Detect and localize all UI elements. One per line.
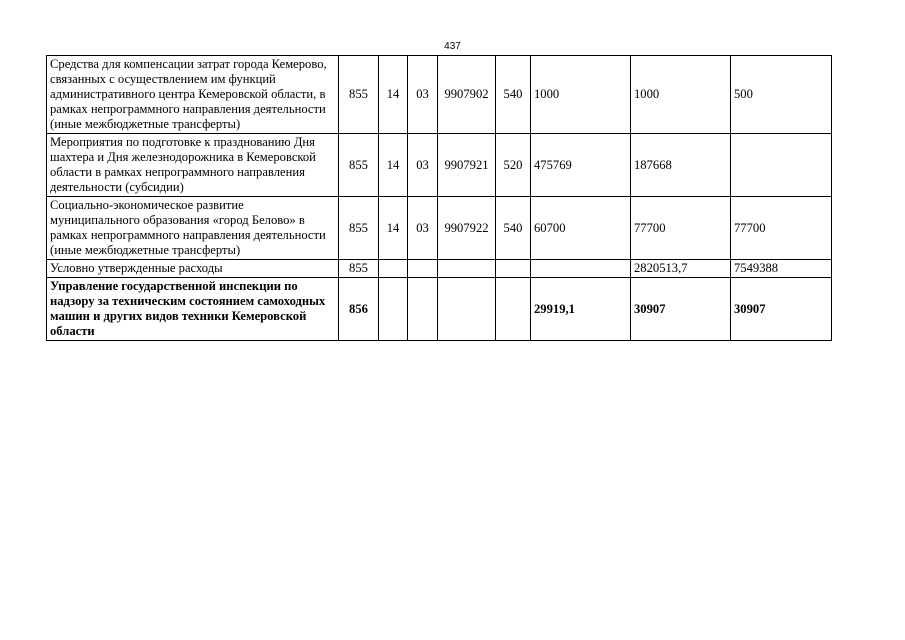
amount-year2-cell: 77700 — [631, 197, 731, 260]
table-row — [47, 197, 832, 260]
ved-code-cell: 855 — [339, 260, 379, 278]
amount-year2-cell: 2820513,7 — [631, 260, 731, 278]
section-code-cell: 14 — [379, 134, 408, 197]
section-code-cell: 14 — [379, 56, 408, 134]
subsection-code-cell: 03 — [408, 134, 438, 197]
amount-year1-cell: 29919,1 — [531, 278, 631, 341]
expense-type-cell: 540 — [496, 197, 531, 260]
description-cell: Средства для компенсации затрат города Кемерово, связанных с осуществлением им функций административного центра Кемеровской области, в рамках непрограммного направления деятельности (иные межбюджетные трансферты) — [47, 56, 339, 134]
target-article-cell: 9907922 — [438, 197, 496, 260]
amount-year2-cell: 187668 — [631, 134, 731, 197]
amount-year1-cell — [531, 260, 631, 278]
amount-year2-cell: 30907 — [631, 278, 731, 341]
amount-year3-cell — [731, 134, 832, 197]
ved-code-cell: 855 — [339, 197, 379, 260]
amount-year2-cell: 1000 — [631, 56, 731, 134]
target-article-cell — [438, 260, 496, 278]
amount-year3-cell: 77700 — [731, 197, 832, 260]
section-code-cell: 14 — [379, 197, 408, 260]
subsection-code-cell: 03 — [408, 197, 438, 260]
target-article-cell: 9907921 — [438, 134, 496, 197]
subsection-code-cell — [408, 278, 438, 341]
amount-year1-cell: 60700 — [531, 197, 631, 260]
expense-type-cell — [496, 278, 531, 341]
amount-year1-cell: 1000 — [531, 56, 631, 134]
description-cell: Социально-экономическое развитие муниципального образования «город Белово» в рамках непрограммного направления деятельности (иные межбюджетные трансферты) — [47, 197, 339, 260]
target-article-cell — [438, 278, 496, 341]
table-row — [47, 278, 832, 341]
page-number: 437 — [444, 41, 461, 52]
table-body — [47, 56, 832, 341]
description-cell: Мероприятия по подготовке к празднованию Дня шахтера и Дня железнодорожника в Кемеровской области в рамках непрограммного направления деятельности (субсидии) — [47, 134, 339, 197]
amount-year3-cell: 30907 — [731, 278, 832, 341]
subsection-code-cell: 03 — [408, 56, 438, 134]
table-row — [47, 260, 832, 278]
description-cell: Условно утвержденные расходы — [47, 260, 339, 278]
expense-type-cell: 540 — [496, 56, 531, 134]
amount-year3-cell: 500 — [731, 56, 832, 134]
expense-type-cell — [496, 260, 531, 278]
ved-code-cell: 855 — [339, 56, 379, 134]
ved-code-cell: 856 — [339, 278, 379, 341]
target-article-cell: 9907902 — [438, 56, 496, 134]
expense-type-cell: 520 — [496, 134, 531, 197]
description-cell: Управление государственной инспекции по надзору за техническим состоянием самоходных машин и других видов техники Кемеровской области — [47, 278, 339, 341]
budget-table — [46, 55, 832, 341]
amount-year1-cell: 475769 — [531, 134, 631, 197]
amount-year3-cell: 7549388 — [731, 260, 832, 278]
table-row — [47, 134, 832, 197]
ved-code-cell: 855 — [339, 134, 379, 197]
section-code-cell — [379, 278, 408, 341]
subsection-code-cell — [408, 260, 438, 278]
section-code-cell — [379, 260, 408, 278]
table-row — [47, 56, 832, 134]
